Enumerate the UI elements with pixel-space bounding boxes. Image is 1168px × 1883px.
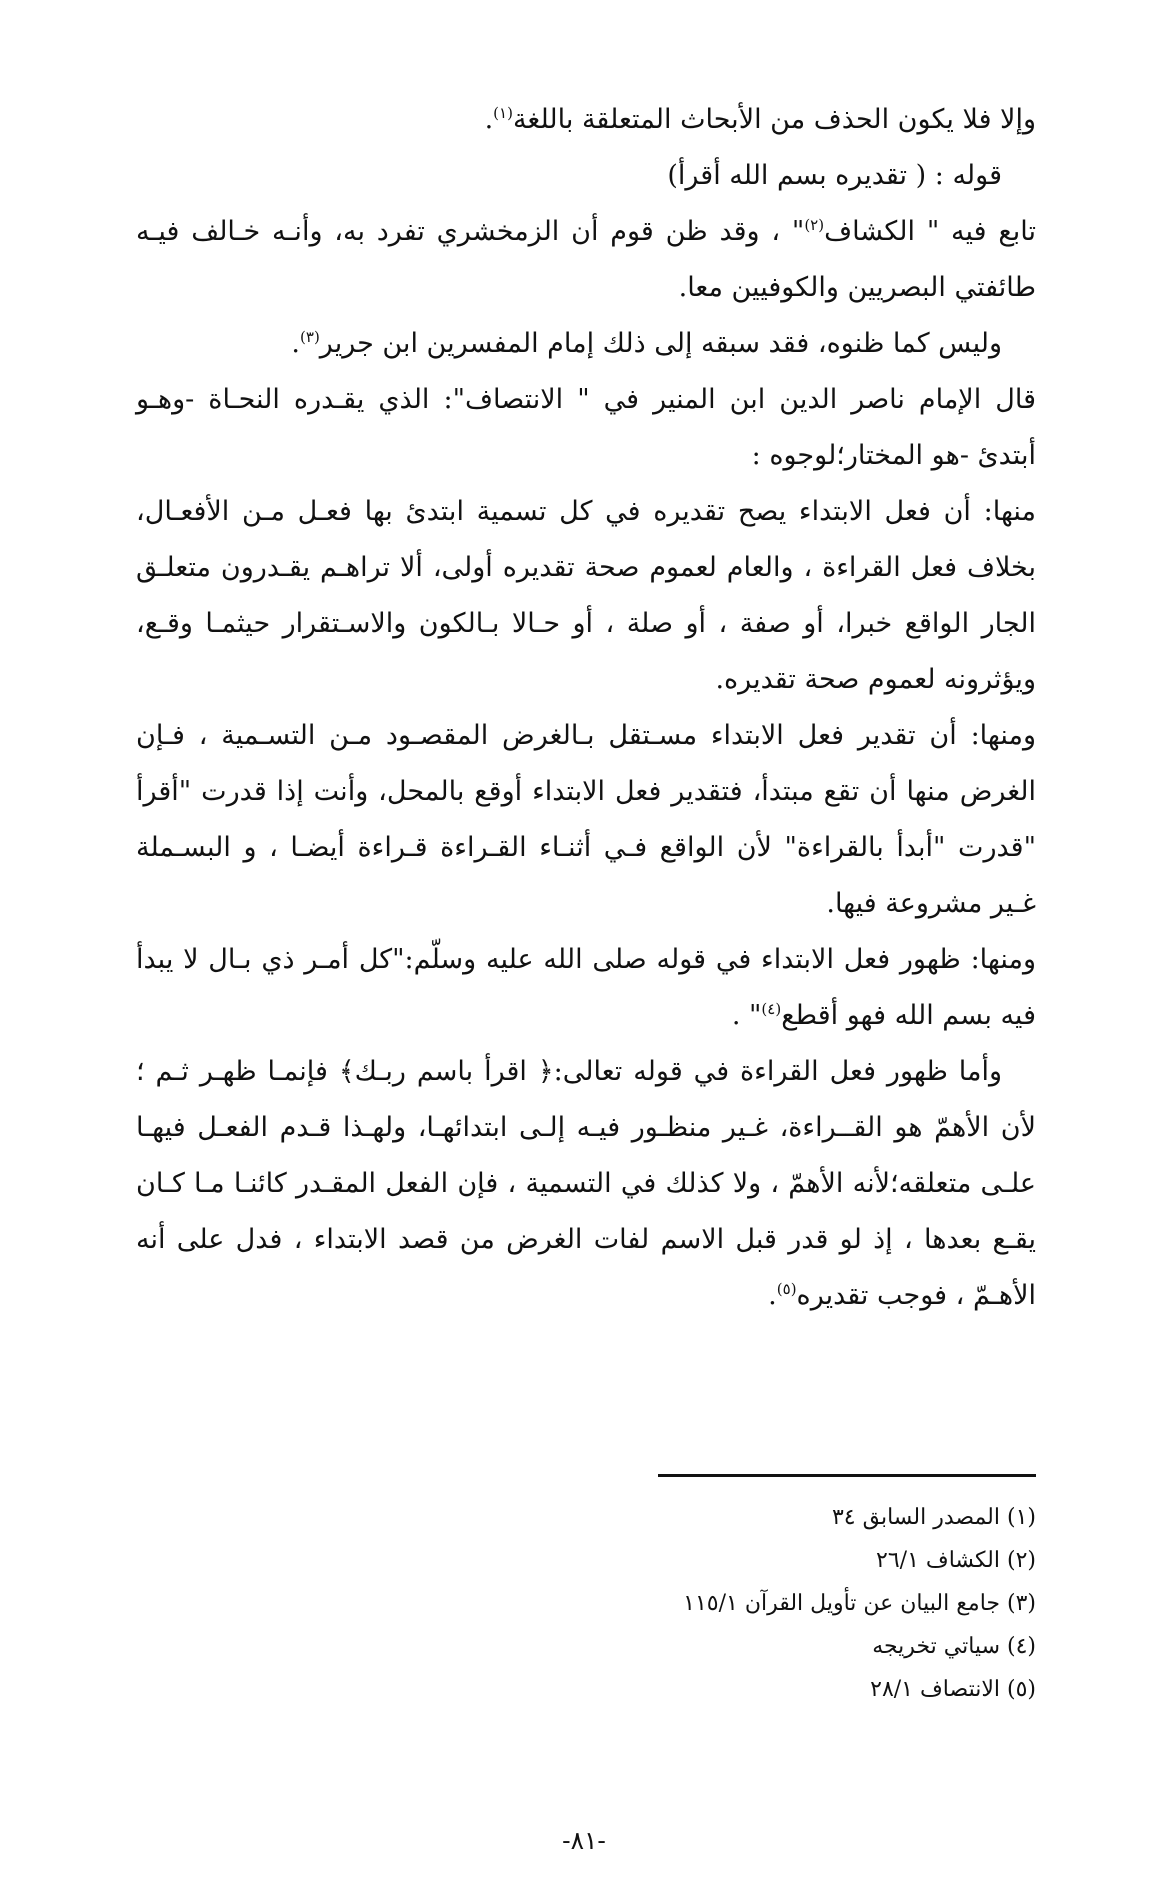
paragraph-1-end: . [484, 104, 494, 135]
footnote-5: (٥) الانتصاف ٢٨/١ [870, 1677, 1036, 1702]
paragraph-8 [136, 932, 1036, 1044]
footnote-4: (٤) سياتي تخريجه [872, 1634, 1036, 1659]
paragraph-6: منها: أن فعل الابتداء يصح تقديره في كل تسمية ابتدئ بها فعـل مـن الأفعـال، بخلاف فعل القراءة ، والعام لعموم صحة تقديره أولى، ألا تراهـم يقـدرون متعلـق الجار الواقع خبرا، أو صفة ، أو صلة ، أو حـالا بـالكون والاسـتقرار حيثمـا وقـع، ويؤثرونه لعموم صحة تقديره. [136, 496, 1036, 695]
paragraph-3 [136, 204, 1036, 316]
paragraph-2: قوله : ( تقديره بسم الله أقرأ) [667, 160, 1002, 191]
footnotes [436, 1496, 1036, 1711]
paragraph-4-end: . [291, 328, 301, 359]
paragraph-5: قال الإمام ناصر الدين ابن المنير في " الانتصاف": الذي يقـدره النحـاة -وهـو أبتدئ -هو المختار؛لوجوه : [136, 384, 1036, 471]
main-text [136, 92, 1036, 1324]
footnote-ref-2: (٢) [804, 216, 825, 234]
paragraph-4-text: وليس كما ظنوه، فقد سبقه إلى ذلك إمام المفسرين ابن جرير [319, 328, 1002, 359]
paragraph-9 [136, 1044, 1036, 1324]
paragraph-4 [136, 316, 1036, 372]
footnote-1: (١) المصدر السابق ٣٤ [831, 1505, 1036, 1530]
footnote-ref-5: (٥) [776, 1280, 797, 1298]
paragraph-3-text-a: تابع فيه " الكشاف [824, 216, 1037, 247]
page-number: -٨١- [562, 1826, 606, 1855]
footnote-separator [658, 1474, 1036, 1477]
paragraph-1 [136, 92, 1036, 148]
footnote-ref-4: (٤) [761, 1000, 782, 1018]
paragraph-9-end: . [768, 1280, 777, 1311]
footnote-2: (٢) الكشاف ٢٦/١ [876, 1548, 1036, 1573]
footnote-ref-3: (٣) [300, 328, 320, 346]
paragraph-3-text-b: " ، وقد ظن قوم أن الزمخشري تفرد به، وأنـه خـالف فيـه طائفتي البصريين والكوفيين معا. [136, 216, 1036, 303]
paragraph-7: ومنها: أن تقدير فعل الابتداء مسـتقل بـالغرض المقصـود مـن التسـمية ، فـإن الغرض منها أن تقع مبتدأ، فتقدير فعل الابتداء أوقع بالمحل، وأنت إذا قدرت "أقرأ "قدرت "أبدأ بالقراءة" لأن الواقع فـي أثنـاء القـراءة قـراءة أيضـا ، و البسـملة غـير مشروعة فيها. [136, 720, 1036, 919]
paragraph-1-text: وإلا فلا يكون الحذف من الأبحاث المتعلقة باللغة [512, 104, 1036, 135]
paragraph-9-text: وأما ظهور فعل القراءة في قوله تعالى:﴿ اقرأ باسم ربـك﴾ فإنمـا ظهـر ثـم ؛لأن الأهمّ هو القــراءة، غـير منظـور فيـه إلـى ابتدائهـا، ولهـذا قـدم الفعـل فيهـا علـى متعلقه؛لأنه الأهمّ ، ولا كذلك في التسمية ، فإن الفعل المقـدر كائنـا مـا كـان يقـع بعدها ، إذ لو قدر قبل الاسم لفات الغرض من قصد الابتداء ، فدل على أنه الأهـمّ ، فوجب تقديره [136, 1056, 1036, 1311]
footnote-ref-1: (١) [493, 104, 513, 122]
paragraph-8-end: " . [731, 1000, 762, 1031]
paragraph-8-text: ومنها: ظهور فعل الابتداء في قوله صلى الله عليه وسلّم:"كل أمـر ذي بـال لا يبدأ فيه بسم الله فهو أقطع [136, 944, 1036, 1031]
footnote-3: (٣) جامع البيان عن تأويل القرآن ١١٥/١ [683, 1591, 1036, 1616]
